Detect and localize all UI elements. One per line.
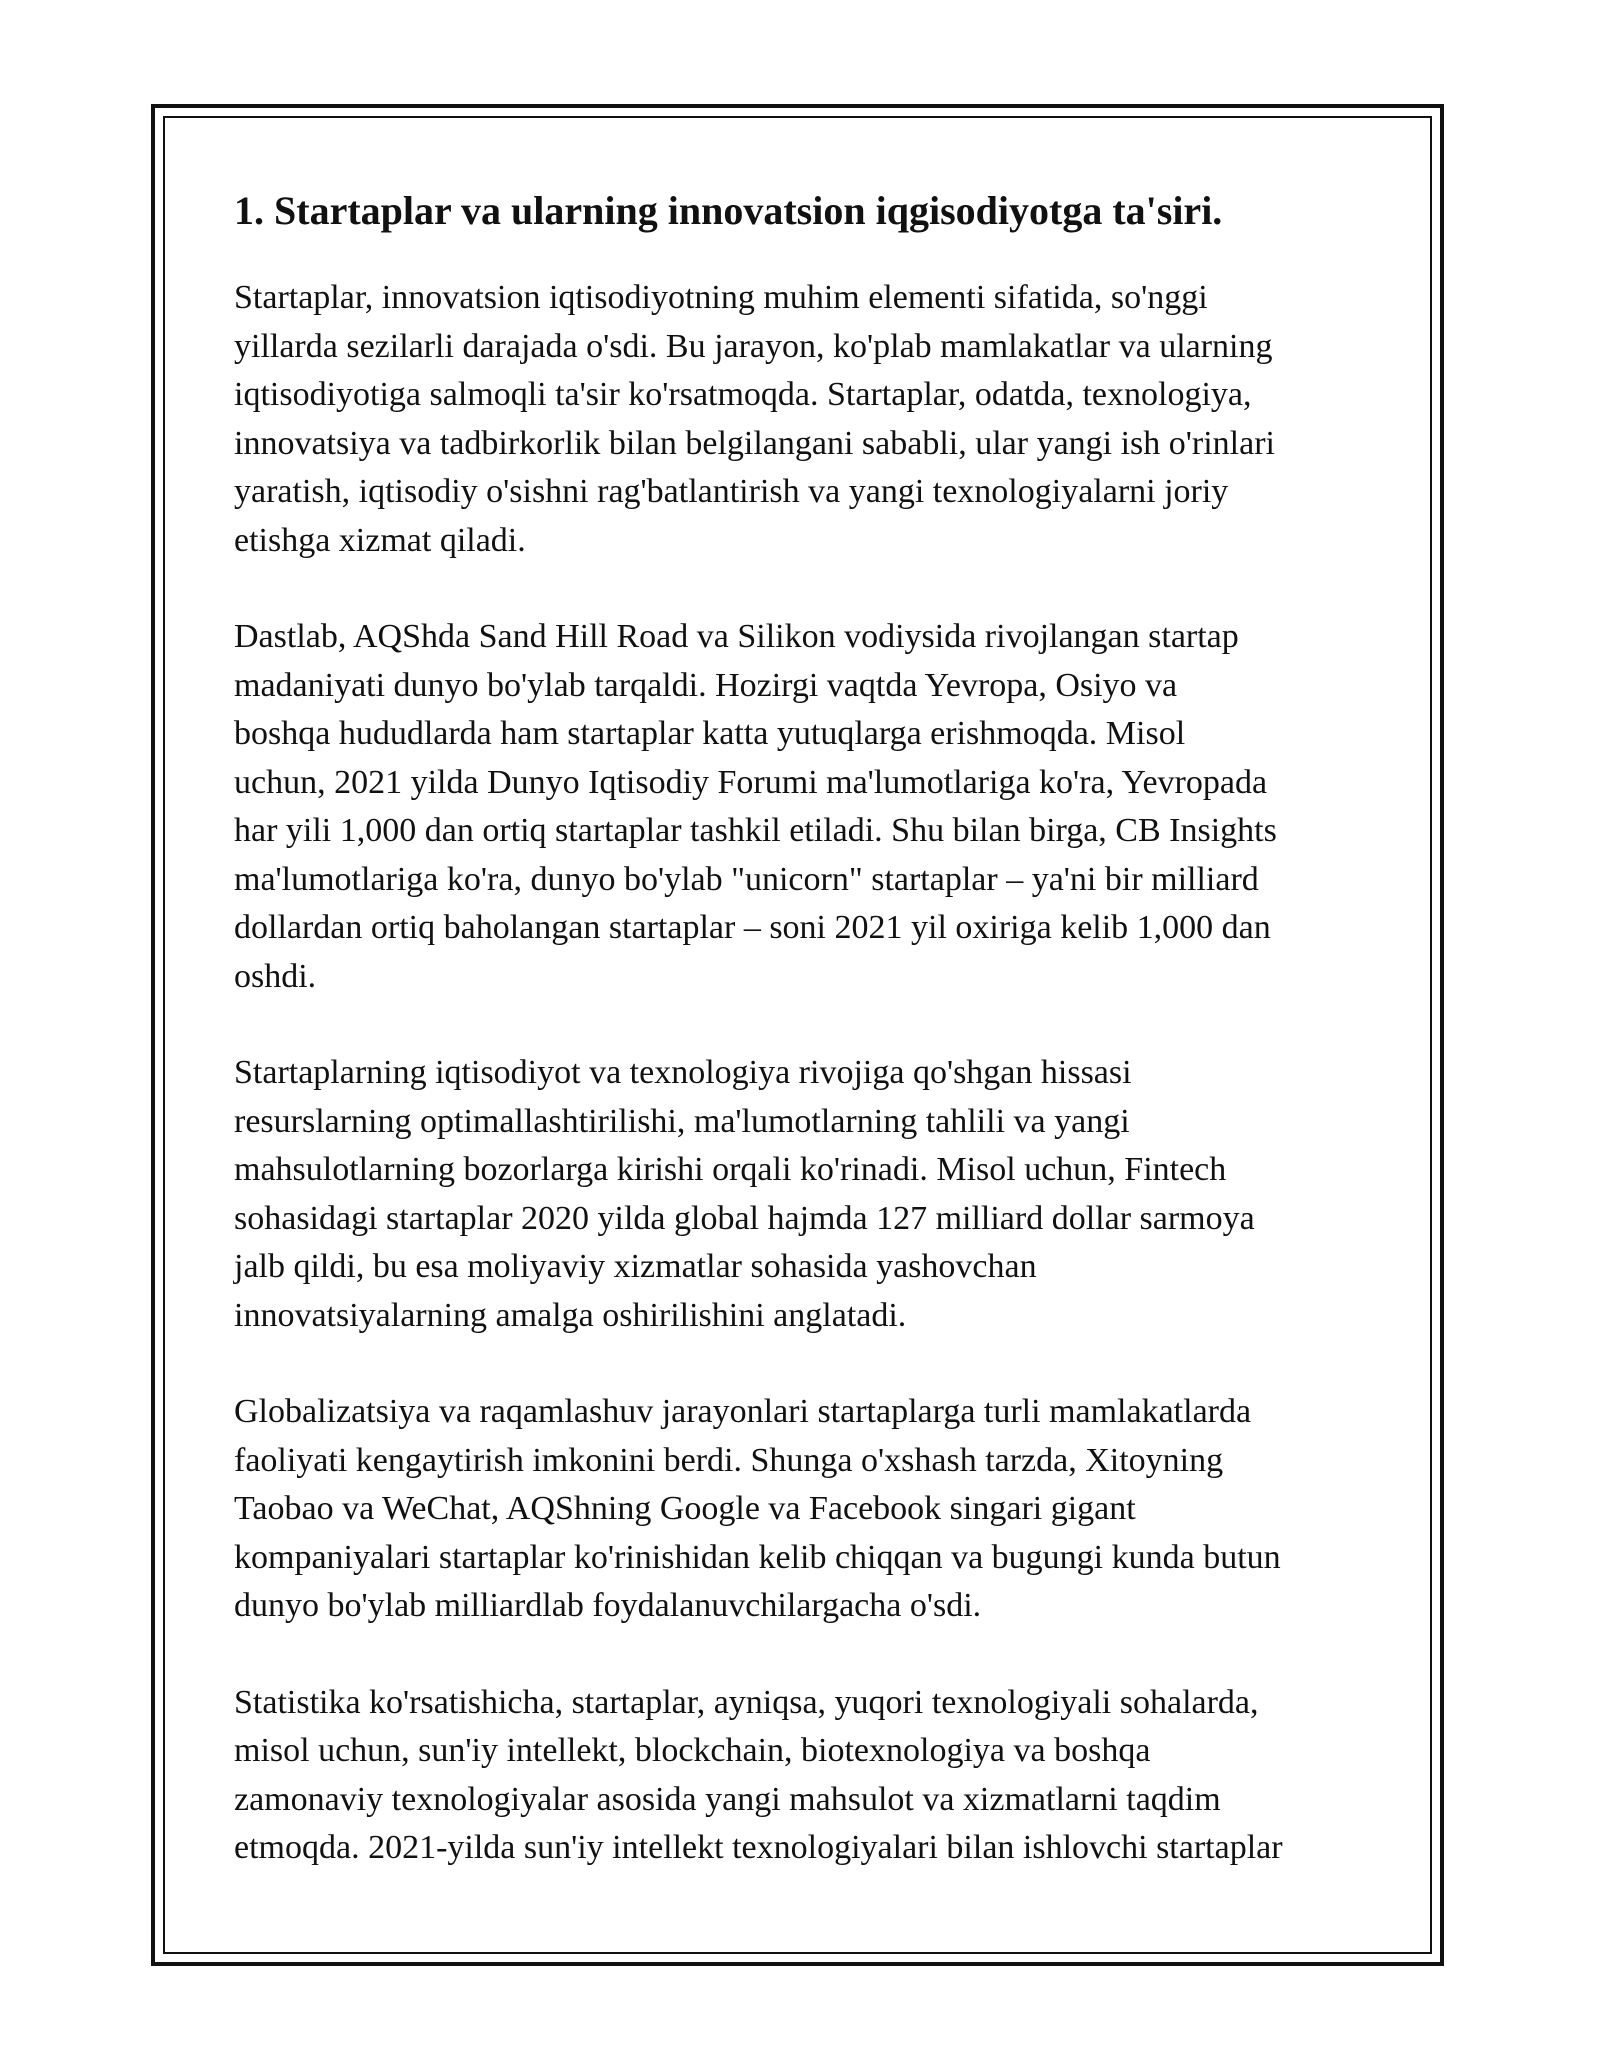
paragraph-3: Startaplarning iqtisodiyot va texnologiya rivojiga qo'shgan hissasi resurslarning optimallashtirilishi, ma'lumotlarning tahlili va yangi mahsulotlarning bozorlarga kirishi orqali ko'rinadi. Misol uchun, Fintech sohasidagi startaplar 2020 yilda global hajmda 127 milliard dollar sarmoya jalb qildi, bu esa moliyaviy xizmatlar sohasida yashovchan innovatsiyalarning amalga oshirilishini anglatadi. — [234, 1054, 1255, 1334]
document-body — [234, 186, 1374, 1873]
paragraph-1: Startaplar, innovatsion iqtisodiyotning muhim elementi sifatida, so'nggi yillarda sezilarli darajada o'sdi. Bu jarayon, ko'plab mamlakatlar va ularning iqtisodiyotiga salmoqli ta'sir ko'rsatmoqda. Startaplar, odatda, texnologiya, innovatsiya va tadbirkorlik bilan belgilangani sababli, ular yangi ish o'rinlari yaratish, iqtisodiy o'sishni rag'batlantirish va yangi texnologiyalarni joriy etishga xizmat qiladi. — [234, 279, 1275, 559]
section-title: 1. Startaplar va ularning innovatsion iqgisodiyotga ta'siri. — [234, 188, 1223, 233]
paragraph-2: Dastlab, AQShda Sand Hill Road va Silikon vodiysida rivojlangan startap madaniyati dunyo bo'ylab tarqaldi. Hozirgi vaqtda Yevropa, Osiyo va boshqa hududlarda ham startaplar katta yutuqlarga erishmoqda. Misol uchun, 2021 yilda Dunyo Iqtisodiy Forumi ma'lumotlariga ko'ra, Yevropada har yili 1,000 dan ortiq startaplar tashkil etiladi. Shu bilan birga, CB Insights ma'lumotlariga ko'ra, dunyo bo'ylab "unicorn" startaplar – ya'ni bir milliard dollardan ortiq baholangan startaplar – soni 2021 yil oxiriga kelib 1,000 dan oshdi. — [234, 618, 1277, 995]
paragraph-4: Globalizatsiya va raqamlashuv jarayonlari startaplarga turli mamlakatlarda faoliyati kengaytirish imkonini berdi. Shunga o'xshash tarzda, Xitoyning Taobao va WeChat, AQShning Google va Facebook singari gigant kompaniyalari startaplar ko'rinishidan kelib chiqqan va bugungi kunda butun dunyo bo'ylab milliardlab foydalanuvchilargacha o'sdi. — [234, 1393, 1281, 1624]
paragraph-5: Statistika ko'rsatishicha, startaplar, ayniqsa, yuqori texnologiyali sohalarda, misol uchun, sun'iy intellekt, blockchain, biotexnologiya va boshqa zamonaviy texnologiyalar asosida yangi mahsulot va xizmatlarni taqdim etmoqda. 2021-yilda sun'iy intellekt texnologiyalari bilan ishlovchi startaplar — [234, 1683, 1283, 1866]
